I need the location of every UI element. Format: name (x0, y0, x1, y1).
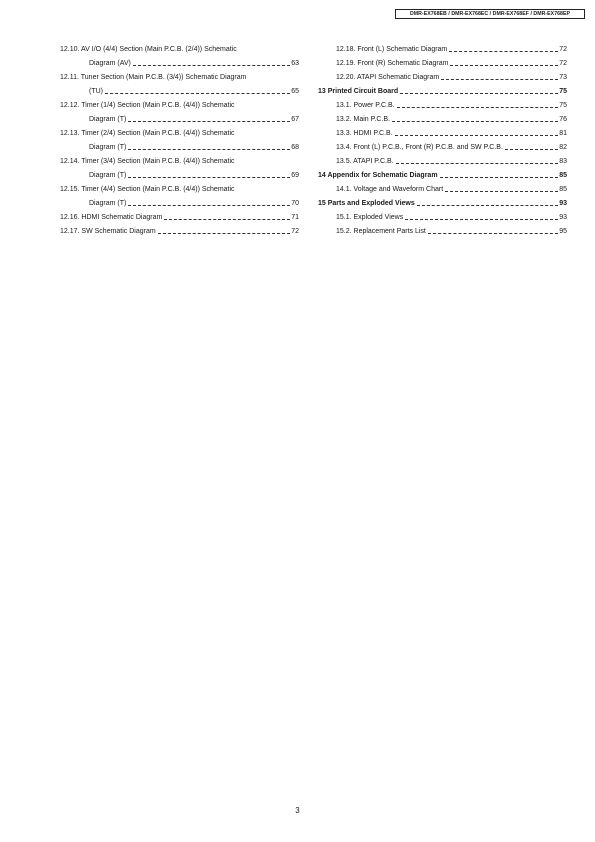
page-ref: 85 (559, 172, 567, 179)
page-ref: 63 (291, 60, 299, 67)
toc-entry-12-13[interactable]: 12.13. Timer (2/4) Section (Main P.C.B. (4/4)) Schematic Diagram (T) 68 (60, 130, 299, 151)
page-ref: 72 (291, 228, 299, 235)
toc-section-14[interactable]: 14 Appendix for Schematic Diagram 85 (318, 172, 567, 179)
toc-left-column (60, 45, 299, 241)
toc-entry-15-2[interactable]: 15.2. Replacement Parts List 95 (336, 228, 567, 235)
page-ref: 82 (559, 144, 567, 151)
toc-section-13[interactable]: 13 Printed Circuit Board 75 (318, 88, 567, 95)
page-ref: 68 (291, 144, 299, 151)
page-ref: 71 (291, 214, 299, 221)
page-ref: 72 (559, 46, 567, 53)
toc-entry-15-1[interactable]: 15.1. Exploded Views 93 (336, 214, 567, 221)
model-header-box (395, 9, 585, 19)
toc-entry-14-1[interactable]: 14.1. Voltage and Waveform Chart 85 (336, 186, 567, 193)
toc-entry-12-18[interactable]: 12.18. Front (L) Schematic Diagram 72 (336, 46, 567, 53)
toc-entry-12-15[interactable]: 12.15. Timer (4/4) Section (Main P.C.B. (4/4)) Schematic Diagram (T) 70 (60, 186, 299, 207)
toc-right-column (318, 45, 567, 241)
page-number: 3 (295, 806, 300, 815)
page-ref: 83 (559, 158, 567, 165)
page-ref: 73 (559, 74, 567, 81)
toc-entry-12-16[interactable]: 12.16. HDMI Schematic Diagram 71 (60, 214, 299, 221)
toc-entry-13-2[interactable]: 13.2. Main P.C.B. 76 (336, 116, 567, 123)
toc-entry-13-4[interactable]: 13.4. Front (L) P.C.B., Front (R) P.C.B. and SW P.C.B. 82 (336, 144, 567, 151)
page-ref: 70 (291, 200, 299, 207)
toc-entry-13-3[interactable]: 13.3. HDMI P.C.B. 81 (336, 130, 567, 137)
page-ref: 93 (559, 214, 567, 221)
page-ref: 93 (559, 200, 567, 207)
page-ref: 72 (559, 60, 567, 67)
toc-section-15[interactable]: 15 Parts and Exploded Views 93 (318, 200, 567, 207)
page-ref: 81 (559, 130, 567, 137)
page-ref: 75 (559, 102, 567, 109)
toc-entry-13-1[interactable]: 13.1. Power P.C.B. 75 (336, 102, 567, 109)
toc-entry-12-19[interactable]: 12.19. Front (R) Schematic Diagram 72 (336, 60, 567, 67)
toc-entry-12-20[interactable]: 12.20. ATAPI Schematic Diagram 73 (336, 74, 567, 81)
page-ref: 95 (559, 228, 567, 235)
page-ref: 67 (291, 116, 299, 123)
model-numbers: DMR-EX768EB / DMR-EX768EC / DMR-EX768EF / DMR-EX768EP (409, 11, 571, 17)
toc-entry-12-10[interactable]: 12.10. AV I/O (4/4) Section (Main P.C.B. (2/4)) Schematic Diagram (AV) 63 (60, 46, 299, 67)
page-ref: 65 (291, 88, 299, 95)
page-ref: 69 (291, 172, 299, 179)
toc-entry-12-17[interactable]: 12.17. SW Schematic Diagram 72 (60, 228, 299, 235)
page-ref: 76 (559, 116, 567, 123)
page-ref: 85 (559, 186, 567, 193)
toc-entry-13-5[interactable]: 13.5. ATAPI P.C.B. 83 (336, 158, 567, 165)
toc-entry-12-14[interactable]: 12.14. Timer (3/4) Section (Main P.C.B. (4/4)) Schematic Diagram (T) 69 (60, 158, 299, 179)
toc-entry-12-12[interactable]: 12.12. Timer (1/4) Section (Main P.C.B. (4/4)) Schematic Diagram (T) 67 (60, 102, 299, 123)
toc-entry-12-11[interactable]: 12.11. Tuner Section (Main P.C.B. (3/4)) Schematic Diagram (TU) 65 (60, 74, 299, 95)
page-ref: 75 (559, 88, 567, 95)
